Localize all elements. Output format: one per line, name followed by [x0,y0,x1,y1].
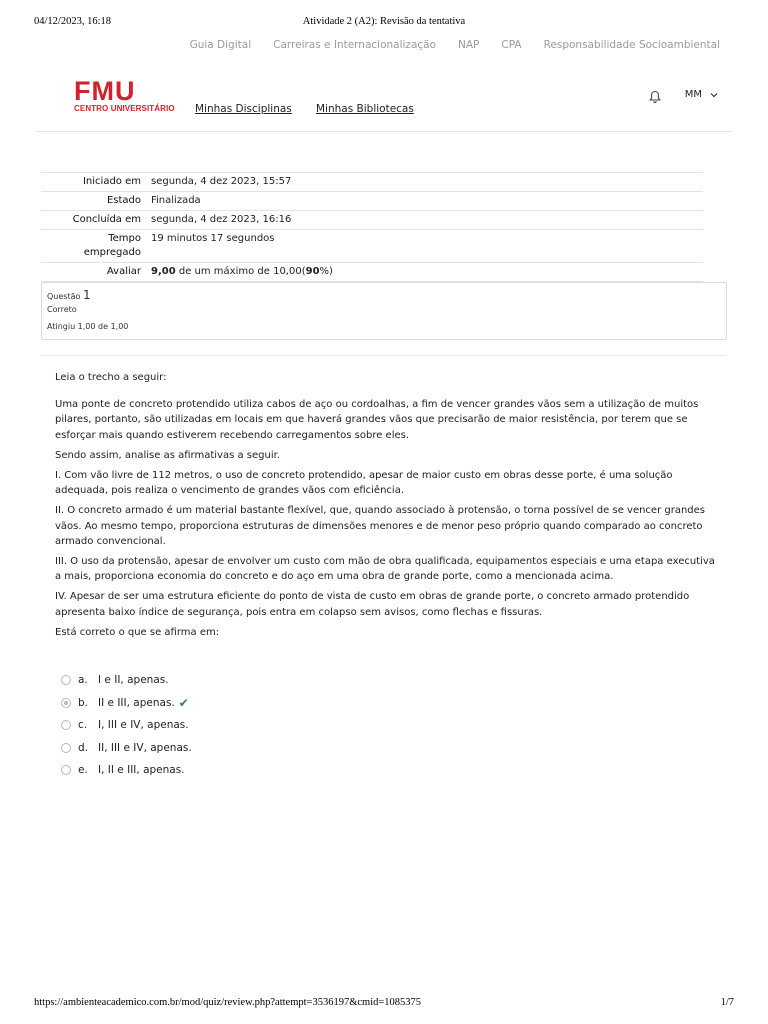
fmu-logo[interactable] [74,76,175,114]
question-paragraph: Está correto o que se afirma em: [55,626,220,638]
nav-minhas-disciplinas[interactable]: Minhas Disciplinas [195,103,292,115]
question-label: Questão [47,292,83,301]
question-content [41,355,725,796]
grade-score: 9,00 [151,266,176,277]
link-responsabilidade[interactable]: Responsabilidade Socioambiental [543,39,720,51]
question-number-value: 1 [82,288,91,302]
answer-letter: b. [78,696,89,709]
answer-option-d[interactable] [61,737,192,760]
print-page-number: 1/7 [720,997,734,1008]
question-paragraph: Uma ponte de concreto protendido utiliza cabos de aço ou cordoalhas, a fim de vencer grandes vãos sem a utilização de muitos pilares, portanto, são utilizadas em locais em que haverá grandes vãos que precisarão de maior resistência, por terem que se esforçar mais quando estiverem recebendo carregamentos sobre eles. [55,399,699,441]
question-paragraph: I. Com vão livre de 112 metros, o uso de concreto protendido, apesar de maior custo em obras desse porte, é uma solução adequada, pois realiza o vencimento de grandes vãos com eficiência. [55,470,673,497]
answer-options [61,669,192,782]
summary-row-started [41,173,703,192]
link-nap[interactable]: NAP [458,39,480,51]
user-menu[interactable] [685,89,718,100]
radio-button[interactable] [61,765,71,775]
summary-value [147,263,703,282]
summary-label: Concluída em [41,211,147,230]
question-info-box [41,282,727,340]
logo-main: FMU [74,76,136,106]
grade-mid: de um máximo de 10,00( [175,266,306,277]
user-initials: MM [684,89,702,100]
question-state: Correto [47,305,77,314]
summary-row-grade [41,263,703,282]
question-paragraph: III. O uso da protensão, apesar de envolver um custo com mão de obra qualificada, equipamentos especiais e uma etapa executiva a mais, proporciona economia do concreto e do aço em uma obra de grande porte, como a mencionada acima. [55,556,715,583]
navbar [36,76,732,132]
print-url: https://ambienteacademico.com.br/mod/quiz/review.php?attempt=3536197&cmid=1085375 [34,997,422,1008]
question-paragraph: Leia o trecho a seguir: [55,372,167,383]
question-paragraph: II. O concreto armado é um material bastante flexível, que, quando associado à protensão, o torna possível de se vencer grandes vãos. Ao mesmo tempo, proporciona estruturas de dimensões menores e de menor peso próprio quando comparado ao concreto armado convencional. [55,505,706,547]
summary-value: Finalizada [147,192,703,211]
chevron-down-icon [710,92,718,98]
answer-option-c[interactable] [61,714,192,737]
summary-label [41,230,147,263]
checkmark-icon: ✔ [178,695,189,710]
top-links [190,39,720,51]
answer-text: II e III, apenas. [98,696,175,709]
summary-value: 19 minutos 17 segundos [147,230,703,263]
radio-button[interactable] [61,675,71,685]
question-grade: Atingiu 1,00 de 1,00 [47,322,129,331]
answer-text: I e II, apenas. [98,674,169,687]
grade-percent: 90 [305,266,320,277]
nav-minhas-bibliotecas[interactable]: Minhas Bibliotecas [316,103,414,115]
radio-button[interactable] [61,743,71,753]
link-carreiras[interactable]: Carreiras e Internacionalização [273,39,437,51]
summary-label-line2: empregado [83,247,141,258]
attempt-summary-table [41,172,703,282]
answer-letter: c. [78,719,88,732]
answer-text: II, III e IV, apenas. [98,741,192,754]
answer-option-b[interactable] [61,692,192,715]
link-guia-digital[interactable]: Guia Digital [189,39,252,51]
answer-option-a[interactable] [61,669,192,692]
question-paragraph: Sendo assim, analise as afirmativas a seguir. [55,449,280,461]
link-cpa[interactable]: CPA [501,39,522,51]
summary-value: segunda, 4 dez 2023, 15:57 [147,173,703,192]
question-text [55,370,715,645]
summary-label: Estado [41,192,147,211]
answer-letter: d. [78,741,89,754]
answer-option-e[interactable] [61,759,192,782]
summary-row-completed [41,211,703,230]
bell-icon[interactable] [648,89,662,103]
summary-label: Avaliar [41,263,147,282]
answer-text: I, III e IV, apenas. [98,719,189,732]
radio-button-selected[interactable] [61,698,71,708]
question-number [47,288,91,302]
question-paragraph: IV. Apesar de ser uma estrutura eficiente do ponto de vista de custo em obras de grande porte, o concreto armado protendido apresenta baixo índice de segurança, pois entra em colapso sem avisos, como flechas e fissuras. [55,591,690,618]
answer-letter: e. [78,764,88,777]
logo-sub: CENTRO UNIVERSITÁRIO [74,104,175,113]
summary-row-time [41,230,703,263]
print-title: Atividade 2 (A2): Revisão da tentativa [302,16,466,27]
radio-button[interactable] [61,720,71,730]
summary-value: segunda, 4 dez 2023, 16:16 [147,211,703,230]
summary-row-state [41,192,703,211]
grade-end: %) [319,266,333,277]
print-datetime: 04/12/2023, 16:18 [34,16,112,27]
answer-text: I, II e III, apenas. [98,764,185,777]
answer-letter: a. [78,674,88,687]
summary-label: Iniciado em [41,173,147,192]
summary-label-line1: Tempo [108,233,141,244]
